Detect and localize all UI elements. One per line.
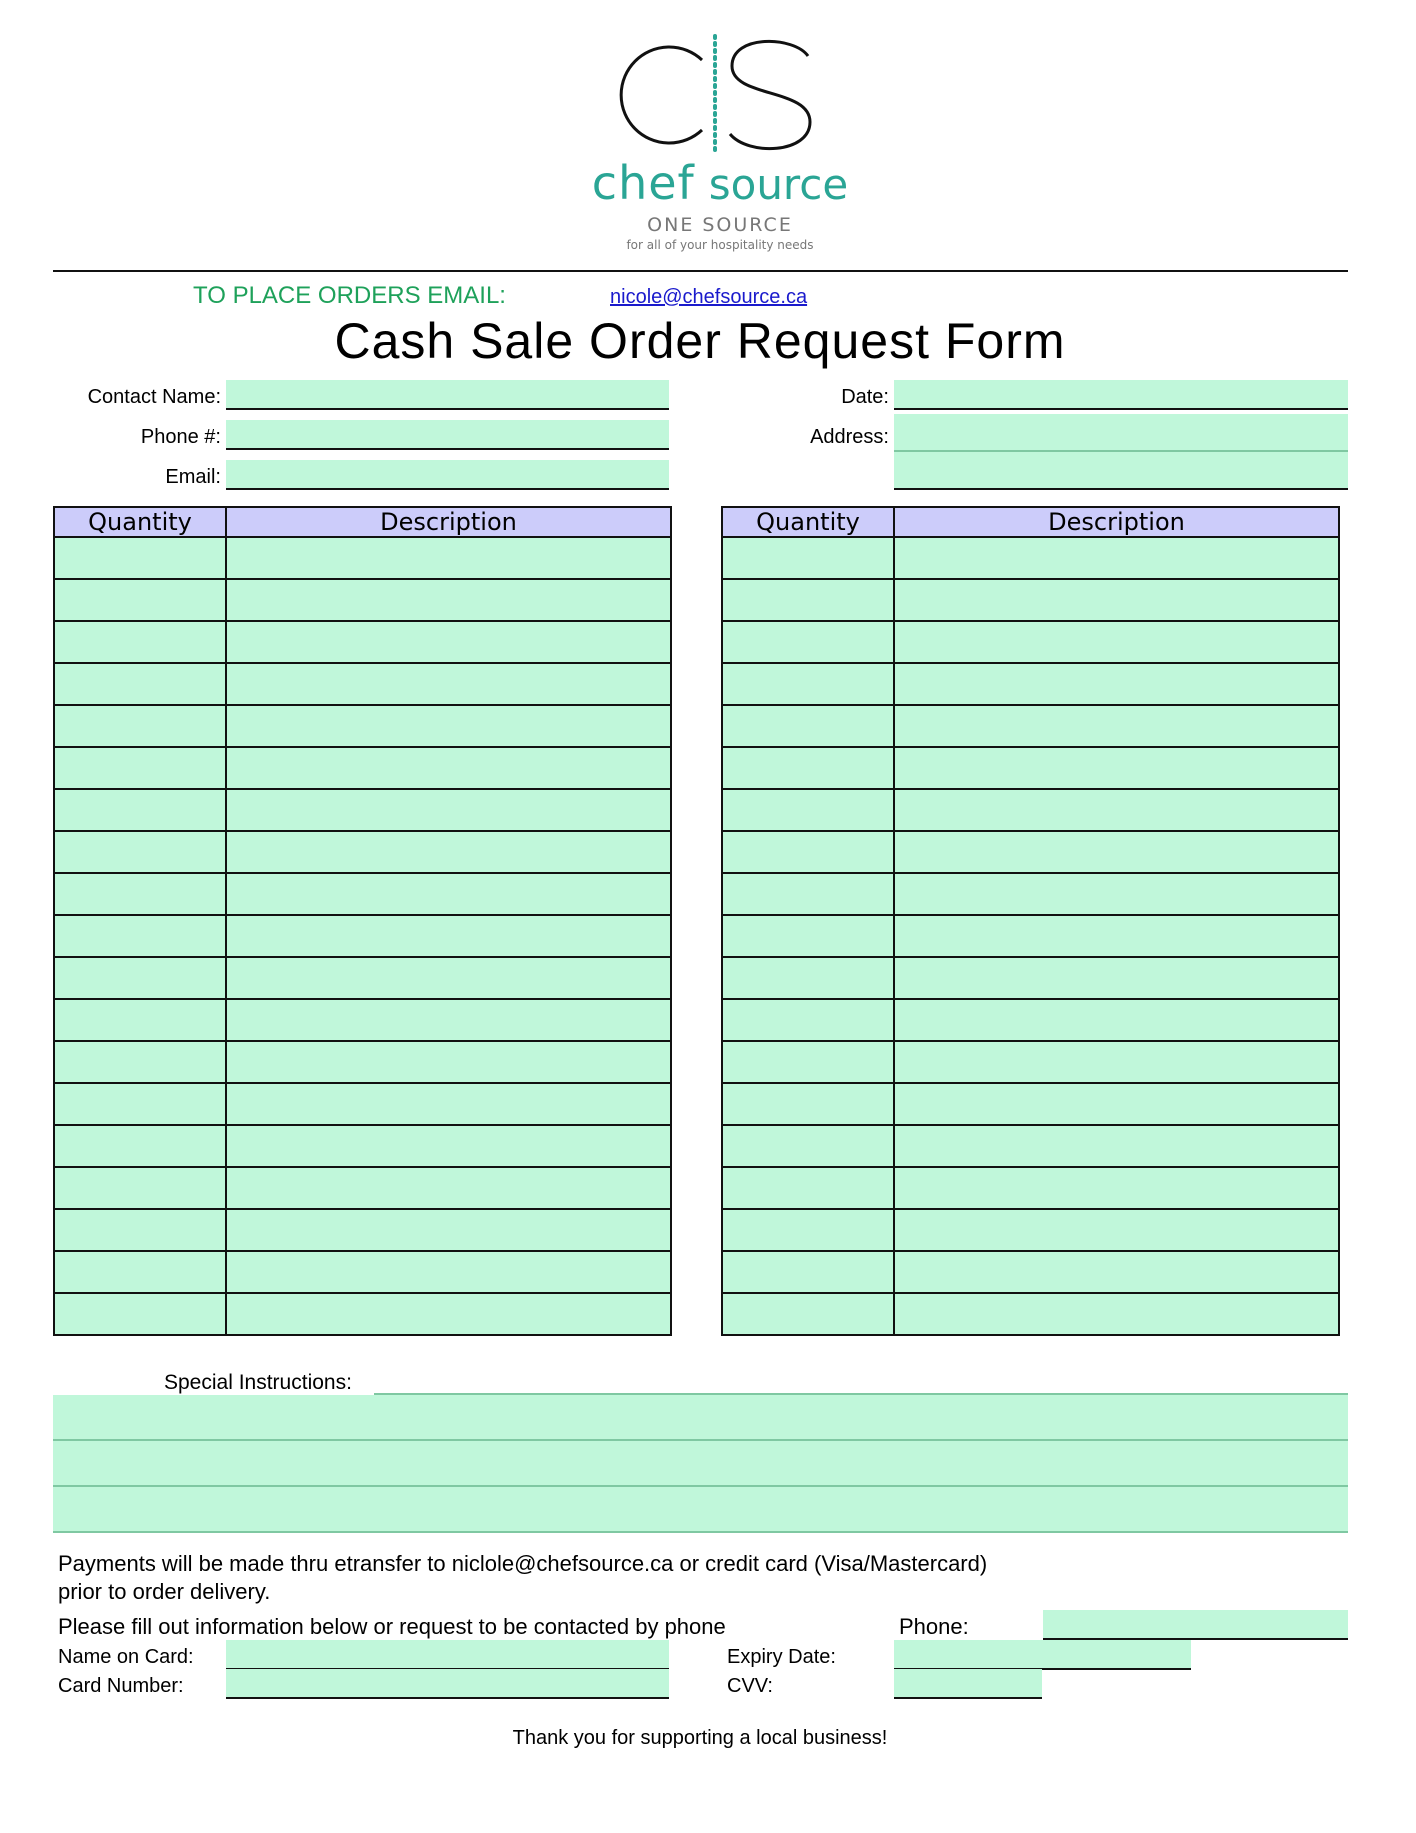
orders-email-link[interactable]: nicole@chefsource.ca: [610, 286, 808, 308]
date-label: Date:: [841, 386, 889, 408]
quantity-cell[interactable]: [54, 537, 226, 579]
description-cell[interactable]: [894, 831, 1339, 873]
order-row: [54, 1209, 671, 1251]
description-cell[interactable]: [226, 1209, 671, 1251]
description-cell[interactable]: [226, 1167, 671, 1209]
quantity-cell[interactable]: [54, 705, 226, 747]
quantity-cell[interactable]: [722, 1251, 894, 1293]
logo-brand-word-chef: chef: [591, 156, 695, 210]
phone-field[interactable]: [226, 420, 669, 450]
special-instructions-label: Special Instructions:: [164, 1371, 352, 1394]
description-cell[interactable]: [894, 873, 1339, 915]
order-table-right: [721, 506, 1340, 1336]
order-row: [54, 957, 671, 999]
quantity-cell[interactable]: [54, 915, 226, 957]
quantity-cell[interactable]: [722, 1125, 894, 1167]
expiry-date-field[interactable]: [894, 1640, 1191, 1670]
order-row: [54, 1083, 671, 1125]
order-row: [722, 1209, 1339, 1251]
order-row: [54, 873, 671, 915]
special-instructions-line-2[interactable]: [53, 1441, 1348, 1487]
quantity-cell[interactable]: [722, 957, 894, 999]
order-row: [722, 873, 1339, 915]
quantity-cell[interactable]: [722, 1209, 894, 1251]
order-row: [54, 537, 671, 579]
description-cell[interactable]: [226, 1293, 671, 1335]
quantity-cell[interactable]: [722, 873, 894, 915]
quantity-cell[interactable]: [54, 1041, 226, 1083]
description-cell[interactable]: [226, 579, 671, 621]
description-cell[interactable]: [894, 915, 1339, 957]
order-row: [722, 1083, 1339, 1125]
order-row: [54, 747, 671, 789]
chef-source-logo: [580, 30, 860, 260]
quantity-cell[interactable]: [722, 579, 894, 621]
order-row: [54, 1293, 671, 1335]
expiry-date-label: Expiry Date:: [727, 1646, 836, 1668]
contact-name-label: Contact Name:: [87, 386, 221, 408]
quantity-cell[interactable]: [722, 999, 894, 1041]
quantity-cell[interactable]: [54, 873, 226, 915]
logo-subtagline: for all of your hospitality needs: [626, 238, 814, 252]
order-row: [722, 537, 1339, 579]
quantity-cell[interactable]: [54, 957, 226, 999]
quantity-cell[interactable]: [54, 747, 226, 789]
order-row: [722, 705, 1339, 747]
description-cell[interactable]: [894, 1167, 1339, 1209]
name-on-card-field[interactable]: [226, 1640, 669, 1670]
order-row: [54, 705, 671, 747]
order-row: [722, 621, 1339, 663]
description-cell[interactable]: [226, 831, 671, 873]
quantity-cell[interactable]: [54, 579, 226, 621]
cs-monogram-icon: [580, 30, 860, 160]
description-header: Description: [226, 507, 671, 537]
description-cell[interactable]: [894, 999, 1339, 1041]
address-label: Address:: [810, 426, 889, 448]
description-cell[interactable]: [226, 1083, 671, 1125]
logo-tagline: ONE SOURCE: [647, 214, 793, 236]
quantity-cell[interactable]: [54, 831, 226, 873]
description-cell[interactable]: [894, 1251, 1339, 1293]
description-cell[interactable]: [894, 957, 1339, 999]
description-cell[interactable]: [894, 789, 1339, 831]
quantity-cell[interactable]: [722, 1083, 894, 1125]
card-number-label: Card Number:: [58, 1675, 184, 1697]
address-field-line1[interactable]: [894, 414, 1348, 452]
order-row: [722, 747, 1339, 789]
description-cell[interactable]: [226, 789, 671, 831]
date-field[interactable]: [894, 380, 1348, 410]
contact-name-field[interactable]: [226, 380, 669, 410]
order-row: [722, 957, 1339, 999]
quantity-cell[interactable]: [722, 705, 894, 747]
description-cell[interactable]: [226, 873, 671, 915]
special-instructions-line-3[interactable]: [53, 1487, 1348, 1533]
quantity-cell[interactable]: [722, 789, 894, 831]
description-cell[interactable]: [226, 663, 671, 705]
payment-note-line1: Payments will be made thru etransfer to niclole@chefsource.ca or credit card (Visa/Mastercard): [58, 1551, 988, 1576]
address-field-line2[interactable]: [894, 452, 1348, 490]
payment-phone-label: Phone:: [899, 1614, 969, 1639]
description-cell[interactable]: [226, 537, 671, 579]
description-cell[interactable]: [894, 579, 1339, 621]
description-cell[interactable]: [894, 1293, 1339, 1335]
cvv-field[interactable]: [894, 1669, 1042, 1699]
order-row: [54, 663, 671, 705]
description-cell[interactable]: [894, 1125, 1339, 1167]
description-cell[interactable]: [894, 621, 1339, 663]
description-cell[interactable]: [894, 1041, 1339, 1083]
description-cell[interactable]: [226, 621, 671, 663]
logo-brand-text: [580, 156, 860, 210]
phone-label: Phone #:: [140, 426, 221, 448]
orders-email-label: TO PLACE ORDERS EMAIL:: [193, 282, 506, 309]
description-cell[interactable]: [894, 747, 1339, 789]
order-row: [54, 789, 671, 831]
description-cell[interactable]: [226, 1251, 671, 1293]
quantity-cell[interactable]: [722, 747, 894, 789]
order-row: [722, 1167, 1339, 1209]
quantity-cell[interactable]: [54, 1083, 226, 1125]
quantity-cell[interactable]: [722, 663, 894, 705]
quantity-cell[interactable]: [722, 1167, 894, 1209]
header-divider: [53, 270, 1348, 272]
order-row: [722, 999, 1339, 1041]
description-cell[interactable]: [226, 705, 671, 747]
order-row: [722, 915, 1339, 957]
quantity-cell[interactable]: [54, 1251, 226, 1293]
order-row: [722, 663, 1339, 705]
quantity-cell[interactable]: [54, 621, 226, 663]
name-on-card-label: Name on Card:: [58, 1646, 194, 1668]
payment-note-line3: Please fill out information below or request to be contacted by phone: [58, 1614, 726, 1639]
payment-note-line2: prior to order delivery.: [58, 1579, 271, 1604]
order-row: [54, 999, 671, 1041]
order-row: [54, 579, 671, 621]
cvv-label: CVV:: [727, 1675, 773, 1697]
payment-phone-field[interactable]: [1043, 1610, 1348, 1640]
description-header: Description: [894, 507, 1339, 537]
order-table-left: [53, 506, 672, 1336]
order-row: [722, 579, 1339, 621]
order-row: [722, 789, 1339, 831]
special-instructions-line-1[interactable]: [53, 1395, 1348, 1441]
thank-you-note: Thank you for supporting a local business!: [512, 1727, 888, 1749]
quantity-cell[interactable]: [54, 999, 226, 1041]
order-row: [722, 831, 1339, 873]
description-cell[interactable]: [894, 705, 1339, 747]
description-cell[interactable]: [226, 957, 671, 999]
order-row: [54, 1041, 671, 1083]
quantity-header: Quantity: [722, 507, 894, 537]
order-row: [722, 1293, 1339, 1335]
email-field[interactable]: [226, 460, 669, 490]
logo-brand-word-source: source: [708, 160, 849, 209]
quantity-cell[interactable]: [722, 621, 894, 663]
description-cell[interactable]: [226, 999, 671, 1041]
order-row: [54, 1167, 671, 1209]
quantity-cell[interactable]: [54, 1209, 226, 1251]
description-cell[interactable]: [226, 1125, 671, 1167]
quantity-cell[interactable]: [54, 789, 226, 831]
page-title: Cash Sale Order Request Form: [334, 313, 1066, 369]
order-row: [722, 1125, 1339, 1167]
order-row: [54, 915, 671, 957]
quantity-cell[interactable]: [54, 1125, 226, 1167]
order-row: [54, 831, 671, 873]
quantity-cell[interactable]: [54, 1167, 226, 1209]
order-row: [54, 621, 671, 663]
quantity-cell[interactable]: [722, 831, 894, 873]
description-cell[interactable]: [894, 663, 1339, 705]
description-cell[interactable]: [894, 537, 1339, 579]
quantity-cell[interactable]: [722, 1293, 894, 1335]
order-row: [54, 1251, 671, 1293]
description-cell[interactable]: [894, 1083, 1339, 1125]
email-label: Email:: [165, 466, 221, 488]
quantity-cell[interactable]: [722, 915, 894, 957]
description-cell[interactable]: [226, 1041, 671, 1083]
quantity-cell[interactable]: [54, 1293, 226, 1335]
quantity-cell[interactable]: [54, 663, 226, 705]
order-row: [722, 1041, 1339, 1083]
description-cell[interactable]: [226, 747, 671, 789]
description-cell[interactable]: [226, 915, 671, 957]
quantity-cell[interactable]: [722, 537, 894, 579]
quantity-header: Quantity: [54, 507, 226, 537]
card-number-field[interactable]: [226, 1669, 669, 1699]
description-cell[interactable]: [894, 1209, 1339, 1251]
quantity-cell[interactable]: [722, 1041, 894, 1083]
order-row: [54, 1125, 671, 1167]
order-row: [722, 1251, 1339, 1293]
